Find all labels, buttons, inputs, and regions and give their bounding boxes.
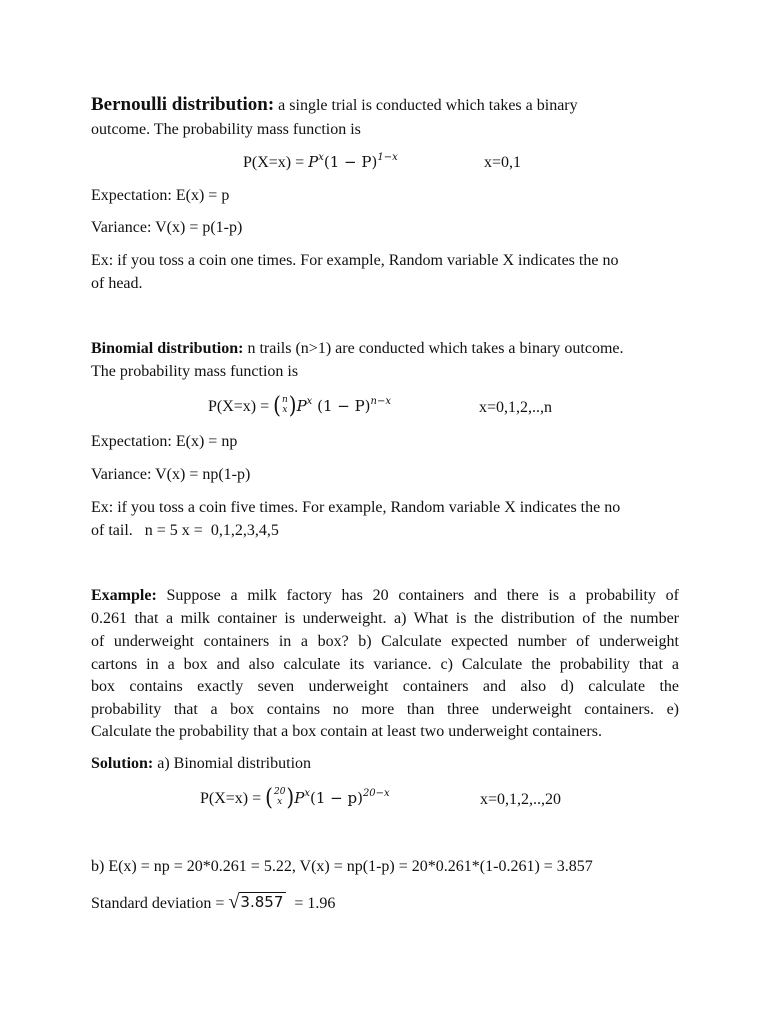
binomial-heading: Binomial distribution: [91, 340, 244, 357]
bernoulli-example: Ex: if you toss a coin one times. For example, Random variable X indicates the no [91, 252, 619, 269]
example-line-1: Example: Suppose a milk factory has 20 containers and there is a probability of [91, 587, 679, 604]
bernoulli-intro-line [91, 95, 578, 116]
binomial-pmf-formula: P(X=x) = ( n x ) $P^x$ $(1 - P)^{n-x}$ [208, 391, 392, 419]
solution-part-b: b) E(x) = np = 20*0.261 = 5.22, V(x) = np(1-p) = 20*0.261*(1-0.261) = 3.857 [91, 858, 593, 875]
bernoulli-pmf-expression: $P^x(1 - P)^{1-x}$ [308, 152, 398, 171]
example-line-7: Calculate the probability that a box contain at least two underweight containers. [91, 723, 602, 740]
example-heading: Example: [91, 587, 157, 604]
binomial-description: n trails (n>1) are conducted which takes a binary outcome. [243, 340, 624, 357]
binomial-pmf-expression: ( n x ) $P^x$ $(1 - P)^{n-x}$ [273, 391, 392, 419]
binomial-description-cont: The probability mass function is [91, 363, 299, 380]
bernoulli-pmf-formula: $P(X=x) = P^x(1 - P)^{1-x}$ [243, 152, 398, 171]
solution-pmf-expression: ( 20 x ) $P^x(1 - p)^{20-x}$ [265, 783, 390, 811]
bernoulli-support: x=0,1 [484, 154, 522, 171]
example-line-4: cartons in a box and also calculate its variance. c) Calculate the probability that a [91, 656, 679, 673]
example-line-6: probability that a box contains no more than three underweight containers. e) [91, 701, 679, 718]
binomial-intro-line [91, 339, 623, 359]
bernoulli-heading: Bernoulli distribution: [91, 94, 275, 115]
example-line-2: 0.261 that a milk container is underweight. a) What is the distribution of the number [91, 610, 679, 627]
bernoulli-variance: Variance: V(x) = p(1-p) [91, 219, 243, 236]
solution-part-a: a) Binomial distribution [153, 755, 312, 772]
solution-support: x=0,1,2,..,20 [480, 791, 562, 808]
bernoulli-description: a single trial is conducted which takes a binary [274, 97, 578, 114]
bernoulli-expectation: Expectation: E(x) = p [91, 187, 230, 204]
binomial-variance: Variance: V(x) = np(1-p) [91, 466, 251, 483]
bernoulli-example-cont: of head. [91, 275, 143, 292]
binomial-example: Ex: if you toss a coin five times. For example, Random variable X indicates the no [91, 499, 621, 516]
binomial-coefficient: ( n x ) [273, 391, 297, 419]
binomial-example-cont: of tail. n = 5 x = 0,1,2,3,4,5 [91, 522, 279, 539]
binomial-expectation: Expectation: E(x) = np [91, 433, 238, 450]
solution-pmf-formula: P(X=x) = ( 20 x ) $P^x(1 - p)^{20-x}$ [200, 783, 390, 811]
binomial-support: x=0,1,2,..,n [479, 399, 553, 416]
standard-deviation-line: Standard deviation = √ 3.857 = 1.96 [91, 891, 336, 913]
bernoulli-description-cont: outcome. The probability mass function is [91, 121, 361, 138]
solution-line [91, 754, 311, 774]
solution-heading: Solution: [91, 755, 154, 772]
solution-binomial-coefficient: ( 20 x ) [265, 783, 295, 811]
example-line-5: box contains exactly seven underweight containers and also d) calculate the [91, 678, 679, 695]
square-root: √ 3.857 [228, 892, 286, 911]
example-line-3: of underweight containers in a box? b) Calculate expected number of underweight [91, 633, 679, 650]
